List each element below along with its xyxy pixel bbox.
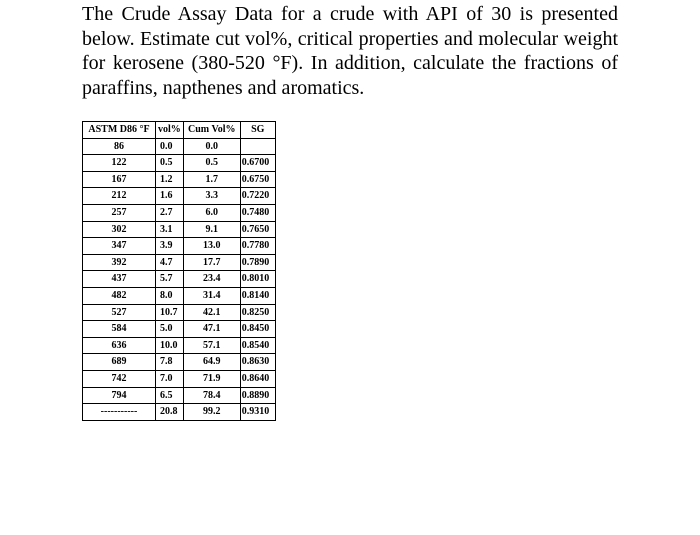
cell-temperature: 742 xyxy=(83,370,156,387)
cell-sg: 0.8630 xyxy=(240,354,275,371)
cell-sg: 0.8450 xyxy=(240,321,275,338)
cell-cum-vol-percent: 47.1 xyxy=(183,321,240,338)
cell-vol-percent: 4.7 xyxy=(156,254,184,271)
cell-temperature: ----------- xyxy=(83,404,156,421)
cell-sg: 0.8540 xyxy=(240,337,275,354)
cell-temperature: 794 xyxy=(83,387,156,404)
cell-cum-vol-percent: 23.4 xyxy=(183,271,240,288)
table-row xyxy=(83,254,276,271)
cell-vol-percent: 1.6 xyxy=(156,188,184,205)
table-row xyxy=(83,271,276,288)
cell-temperature: 689 xyxy=(83,354,156,371)
cell-cum-vol-percent: 13.0 xyxy=(183,238,240,255)
cell-temperature: 167 xyxy=(83,171,156,188)
cell-temperature: 257 xyxy=(83,204,156,221)
table-row xyxy=(83,321,276,338)
cell-temperature: 636 xyxy=(83,337,156,354)
cell-sg: 0.8140 xyxy=(240,287,275,304)
cell-cum-vol-percent: 9.1 xyxy=(183,221,240,238)
table-row xyxy=(83,287,276,304)
cell-vol-percent: 0.0 xyxy=(156,138,184,155)
cell-temperature: 212 xyxy=(83,188,156,205)
header-cum-vol-percent: Cum Vol% xyxy=(183,122,240,139)
cell-cum-vol-percent: 1.7 xyxy=(183,171,240,188)
cell-vol-percent: 0.5 xyxy=(156,155,184,172)
cell-vol-percent: 20.8 xyxy=(156,404,184,421)
cell-cum-vol-percent: 6.0 xyxy=(183,204,240,221)
cell-sg: 0.8640 xyxy=(240,370,275,387)
cell-sg: 0.7220 xyxy=(240,188,275,205)
table-row xyxy=(83,404,276,421)
table-row xyxy=(83,370,276,387)
cell-sg: 0.6700 xyxy=(240,155,275,172)
table-row xyxy=(83,221,276,238)
cell-vol-percent: 3.9 xyxy=(156,238,184,255)
cell-vol-percent: 3.1 xyxy=(156,221,184,238)
table-row xyxy=(83,171,276,188)
cell-sg: 0.8250 xyxy=(240,304,275,321)
table-header-row xyxy=(83,122,276,139)
cell-sg: 0.9310 xyxy=(240,404,275,421)
cell-temperature: 122 xyxy=(83,155,156,172)
table-row xyxy=(83,238,276,255)
problem-statement: The Crude Assay Data for a crude with API of 30 is presented below. Estimate cut vol%, critical properties and molecular weight for kerosene (380-520 °F). In addition, calculate the fractions of paraffins, napthenes and aromatics. xyxy=(82,3,618,99)
cell-temperature: 527 xyxy=(83,304,156,321)
cell-temperature: 392 xyxy=(83,254,156,271)
cell-vol-percent: 6.5 xyxy=(156,387,184,404)
cell-temperature: 86 xyxy=(83,138,156,155)
table-row xyxy=(83,304,276,321)
cell-cum-vol-percent: 78.4 xyxy=(183,387,240,404)
cell-temperature: 347 xyxy=(83,238,156,255)
header-astm-d86: ASTM D86 °F xyxy=(83,122,156,139)
cell-sg: 0.7480 xyxy=(240,204,275,221)
cell-vol-percent: 10.7 xyxy=(156,304,184,321)
cell-cum-vol-percent: 3.3 xyxy=(183,188,240,205)
cell-cum-vol-percent: 57.1 xyxy=(183,337,240,354)
crude-assay-table xyxy=(82,121,276,421)
table-row xyxy=(83,204,276,221)
cell-cum-vol-percent: 0.0 xyxy=(183,138,240,155)
cell-temperature: 437 xyxy=(83,271,156,288)
cell-sg xyxy=(240,138,275,155)
table-row xyxy=(83,155,276,172)
cell-vol-percent: 7.8 xyxy=(156,354,184,371)
table-row xyxy=(83,354,276,371)
cell-sg: 0.7780 xyxy=(240,238,275,255)
table-row xyxy=(83,138,276,155)
cell-temperature: 302 xyxy=(83,221,156,238)
cell-sg: 0.6750 xyxy=(240,171,275,188)
cell-cum-vol-percent: 31.4 xyxy=(183,287,240,304)
cell-cum-vol-percent: 17.7 xyxy=(183,254,240,271)
cell-vol-percent: 2.7 xyxy=(156,204,184,221)
header-vol-percent: vol% xyxy=(156,122,184,139)
cell-vol-percent: 5.7 xyxy=(156,271,184,288)
cell-cum-vol-percent: 99.2 xyxy=(183,404,240,421)
cell-sg: 0.7890 xyxy=(240,254,275,271)
cell-vol-percent: 10.0 xyxy=(156,337,184,354)
table-row xyxy=(83,188,276,205)
cell-cum-vol-percent: 71.9 xyxy=(183,370,240,387)
cell-sg: 0.8890 xyxy=(240,387,275,404)
cell-vol-percent: 5.0 xyxy=(156,321,184,338)
cell-vol-percent: 7.0 xyxy=(156,370,184,387)
cell-cum-vol-percent: 64.9 xyxy=(183,354,240,371)
cell-cum-vol-percent: 42.1 xyxy=(183,304,240,321)
cell-sg: 0.7650 xyxy=(240,221,275,238)
cell-cum-vol-percent: 0.5 xyxy=(183,155,240,172)
cell-vol-percent: 8.0 xyxy=(156,287,184,304)
table-row xyxy=(83,387,276,404)
cell-temperature: 482 xyxy=(83,287,156,304)
cell-vol-percent: 1.2 xyxy=(156,171,184,188)
cell-temperature: 584 xyxy=(83,321,156,338)
header-sg: SG xyxy=(240,122,275,139)
table-row xyxy=(83,337,276,354)
cell-sg: 0.8010 xyxy=(240,271,275,288)
